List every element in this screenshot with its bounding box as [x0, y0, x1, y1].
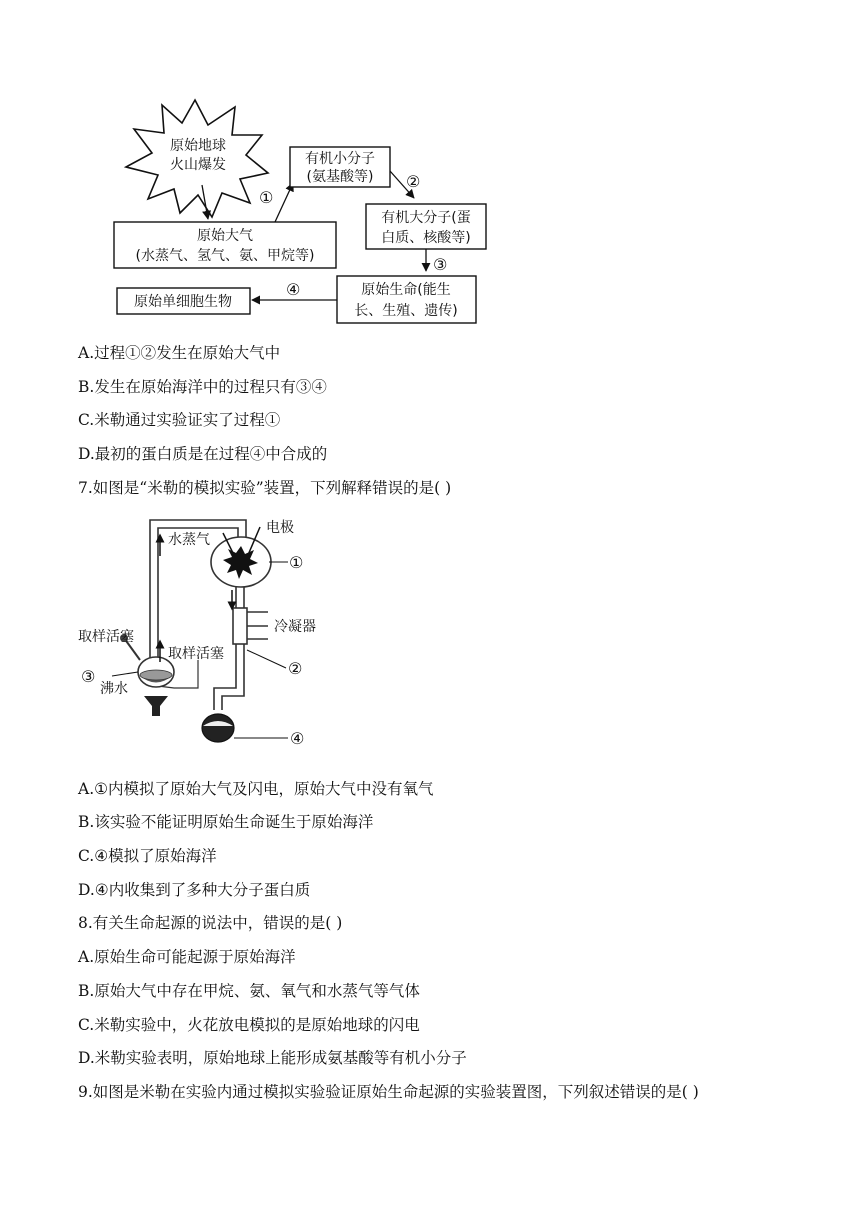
stopcock-mid-label: 取样活塞: [168, 646, 224, 662]
step-1-marker: ①: [259, 188, 274, 207]
q6-option-b: B.发生在原始海洋中的过程只有③④: [78, 378, 327, 396]
q7-option-c: C.④模拟了原始海洋: [78, 847, 217, 865]
q7-option-d: D.④内收集到了多种大分子蛋白质: [78, 881, 311, 899]
marker-4: ④: [290, 729, 305, 748]
stopcock-left-label: 取样活塞: [78, 629, 134, 645]
origin-of-life-flowchart: [100, 95, 500, 335]
condenser-label: 冷凝器: [274, 619, 316, 635]
boiling-water-label: 沸水: [100, 681, 128, 697]
small-molecules-line2: (氨基酸等): [306, 169, 374, 185]
primitive-life-line2: 长、生殖、遗传): [354, 303, 458, 319]
large-molecules-line2: 白质、核酸等): [381, 230, 471, 246]
marker-2: ②: [288, 659, 303, 678]
volcano-label-line2: 火山爆发: [170, 157, 226, 173]
step-2-marker: ②: [406, 172, 421, 191]
q8-option-d: D.米勒实验表明，原始地球上能形成氨基酸等有机小分子: [78, 1049, 467, 1067]
arrow-step-1: [275, 183, 293, 222]
q9-stem: 9.如图是米勒在实验内通过模拟实验验证原始生命起源的实验装置图，下列叙述错误的是( ): [78, 1083, 699, 1101]
q6-option-a: A.过程①②发生在原始大气中: [78, 344, 281, 362]
q7-option-b: B.该实验不能证明原始生命诞生于原始海洋: [78, 813, 374, 831]
electrode-label: 电极: [266, 520, 294, 536]
q8-option-b: B.原始大气中存在甲烷、氨、氧气和水蒸气等气体: [78, 982, 420, 1000]
marker-1: ①: [289, 553, 304, 572]
step-3-marker: ③: [433, 255, 448, 274]
q7-option-a: A.①内模拟了原始大气及闪电，原始大气中没有氧气: [78, 780, 434, 798]
atmosphere-label-line2: (水蒸气、氢气、氨、甲烷等): [135, 248, 315, 264]
volcano-label-line1: 原始地球: [170, 138, 226, 154]
miller-apparatus-diagram: [78, 510, 340, 750]
q8-option-a: A.原始生命可能起源于原始海洋: [78, 948, 296, 966]
q8-stem: 8.有关生命起源的说法中，错误的是( ): [78, 914, 343, 932]
large-molecules-line1: 有机大分子(蛋: [381, 210, 471, 226]
marker-3: ③: [81, 667, 96, 686]
q6-option-c: C.米勒通过实验证实了过程①: [78, 411, 281, 429]
small-molecules-line1: 有机小分子: [305, 151, 375, 167]
q7-stem: 7.如图是“米勒的模拟实验”装置，下列解释错误的是( ): [78, 479, 452, 497]
atmosphere-label-line1: 原始大气: [197, 228, 253, 244]
q6-option-d: D.最初的蛋白质是在过程④中合成的: [78, 445, 328, 463]
q8-option-c: C.米勒实验中，火花放电模拟的是原始地球的闪电: [78, 1016, 420, 1034]
single-cell-label: 原始单细胞生物: [134, 294, 232, 310]
primitive-life-line1: 原始生命(能生: [361, 282, 451, 298]
water-vapor-label: 水蒸气: [168, 532, 210, 548]
step-4-marker: ④: [286, 280, 301, 299]
